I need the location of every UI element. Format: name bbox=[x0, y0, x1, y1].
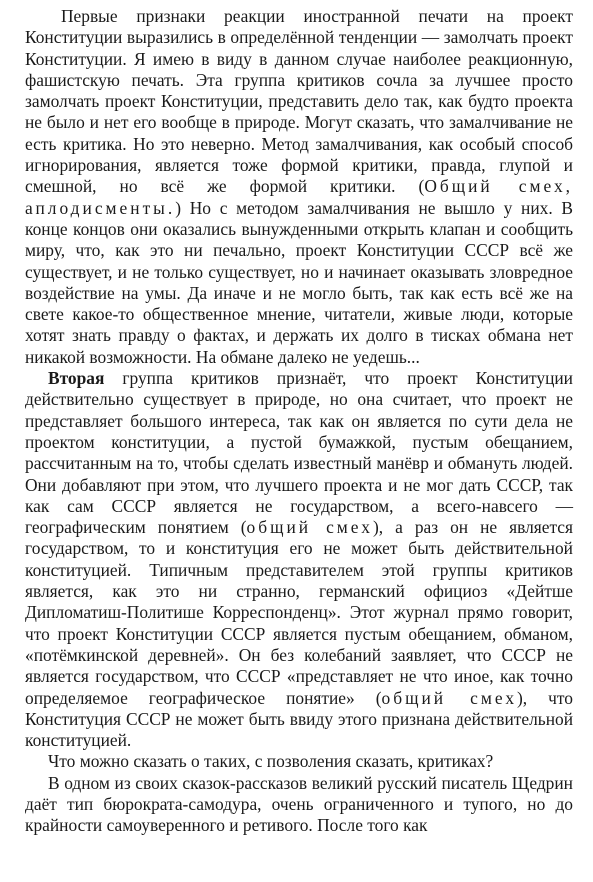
paragraph-1-text-b: ) Но с методом замалчивания не вышло у них. В конце концов они оказались вынужденными открыть клапан и сообщить миру, что, как это ни печально, проект Конституции СССР всё же существует, и не только существует, но и начинает оказывать зловредное воздействие на умы. Да иначе и не могло быть, так как есть всё же на свете какое-то общественное мнение, читатели, живые люди, которые хотят знать правду о фактах, и держать их долго в тисках обмана нет никакой возможности. На обмане далеко не уедешь... bbox=[25, 197, 573, 367]
paragraph-2-bold-lead: Вторая bbox=[48, 368, 105, 389]
paragraph-2-text-a: группа критиков признаёт, что проект Конституции действительно существует в природе, но она считает, что проект не представляет большого интереса, так как он является по сути дела не проектом конституции, а пустой бумажкой, пустым обещанием, рассчитанным на то, чтобы сделать известный манёвр и обмануть людей. Они добавляют при этом, что лучшего проекта и не мог дать СССР, так как сам СССР является не государством, а всего-навсего — географическим понятием ( bbox=[25, 368, 573, 538]
paragraph-1-spaced-remark: Общий смех, аплодисменты. bbox=[25, 176, 573, 218]
paragraph-1-text-a: Первые признаки реакции иностранной печати на проект Конституции выразились в определённой тенденции — замолчать проект Конституции. Я имею в виду в данном случае наиболее реакционную, фашистскую печать. Эта группа критиков сочла за лучшее просто замолчать проект Конституции, представить дело так, как будто проекта не было и нет его вообще в природе. Могут сказать, что замалчивание не есть критика. Но это неверно. Метод замалчивания, как особый способ игнорирования, является тоже формой критики, правда, глупой и смешной, но всё же формой критики. ( bbox=[25, 6, 573, 197]
paragraph-2-text-c: ), что Конституция СССР не может быть ввиду этого признана действительной конституцией. bbox=[25, 687, 573, 751]
paragraph-4-text: В одном из своих сказок-рассказов великий русский писатель Щедрин даёт тип бюрократа-самодура, очень ограниченного и тупого, но до крайности самоуверенного и ретивого. После того как bbox=[25, 772, 573, 836]
paragraph-2-spaced-remark-2: общий смех bbox=[381, 687, 518, 708]
paragraph-3 bbox=[25, 751, 573, 772]
paragraph-2-spaced-remark-1: общий смех bbox=[246, 517, 373, 538]
paragraph-1 bbox=[25, 6, 573, 368]
paragraph-2-text-b: ), а раз он не является государством, то и конституция его не может быть действительной конституцией. Типичным представителем этой группы критиков является, как это ни странно, германский официоз «Дейтше Дипломатиш-Политише Корреспонденц». Этот журнал прямо говорит, что проект Конституции СССР является пустым обещанием, обманом, «потёмкинской деревней». Он без колебаний заявляет, что СССР не является государством, что СССР «представляет не что иное, как точно определяемое географическое понятие» ( bbox=[25, 517, 573, 708]
paragraph-4 bbox=[25, 773, 573, 837]
paragraph-3-text: Что можно сказать о таких, с позволения сказать, критиках? bbox=[48, 751, 494, 772]
paragraph-2 bbox=[25, 368, 573, 751]
